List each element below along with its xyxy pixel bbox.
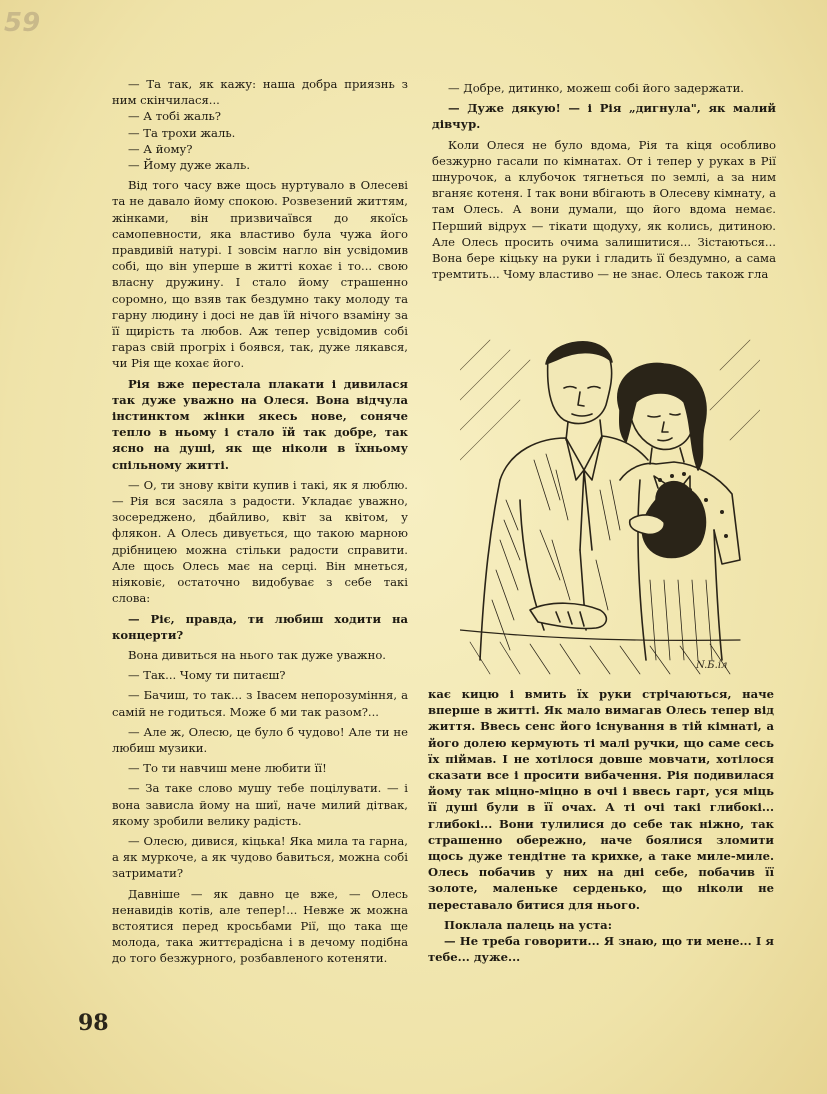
paragraph: — Добре, дитинко, можеш собі його задержати.: [448, 81, 744, 95]
paragraph: Вона дивиться на нього так дуже уважно.: [128, 647, 386, 662]
paragraph: Поклала палець на уста:: [444, 917, 612, 932]
paragraph: — Йому дуже жаль.: [128, 158, 251, 173]
paragraph: Від того часу вже щось нуртувало в Олесеві та не давало йому спокою. Розвезений життям, жінками, він призвичаївся до якоїсь самопевности, яка властиво була чужа його правдивій натурі. І зовсім нагло він усвідомив собі, що він уперше в житті кохає і то... свою власну дружину. І стало йому страшенно соромно, що взяв так бездумно таку молоду та гарну людину і досі не дав їй нічого взаміну за її щирість та любов. Аж тепер усвідомив собі гараз свій прогріх і боявся, так, дуже лякався, чи Рія ще кохає його.: [112, 178, 408, 371]
couple-with-kitten-illustration: [460, 330, 760, 675]
paragraph: — Та так, як кажу: наша добра приязнь з ним скінчилася...: [112, 77, 408, 108]
right-text-column-top: [432, 80, 776, 282]
page-number: 98: [78, 1010, 109, 1036]
paragraph: — О, ти знову квіти купив і такі, як я люблю. — Рія вся засяла з радости. Укладає уважно, зосереджено, дбайливо, квіт за квітом, у флякон. А Олесь дивується, що такою марною дрібницею можна стільки радости справити. Але щось Олесь має на серці. Він мнеться, ніяковіє, остаточно видобуває з себе такі слова:: [112, 477, 408, 606]
paragraph: — А тобі жаль?: [128, 109, 221, 124]
paragraph: — За таке слово мушу тебе поцілувати. — і вона зависла йому на шиї, наче милий дітвак, якому зробили велику радість.: [112, 781, 408, 828]
paragraph: — Не треба говорити... Я знаю, що ти мене... І я тебе... дуже...: [428, 934, 774, 965]
paragraph: Рія вже перестала плакати і дивилася так дуже уважно на Олеся. Вона відчула інстинктом жінки якесь нове, соняче тепло в ньому і стало їй так добре, так ясно на душі, як ще ніколи в їхньому спільному житті.: [112, 376, 408, 472]
paragraph: Коли Олеся не було вдома, Рія та кіця особливо безжурно гасали по кімнатах. От і тепер у руках в Рії шнурочок, а клубочок тягнеться по землі, а за ним вганяє котеня. І так вони вбігають в Олесеву кімнату, а там Олесь. А вони думали, що його вдома немає. Перший відрух — тікати щодуху, як колись, дитиною. Але Олесь просить очима залишитися... Зістаються... Вона бере кіцьку на руки і гладить її бездумно, а сама тремтить... Чому властиво — не знає. Олесь також гла: [432, 137, 776, 282]
right-text-column-bottom: [428, 686, 774, 965]
illustration-drawing: [460, 330, 760, 675]
paragraph: — Дуже дякую! — і Рія „дигнула", як малий дівчур.: [432, 101, 776, 132]
paragraph: — Бачиш, то так... з Івасем непорозуміння, а самій не годиться. Може б ми так разом?...: [112, 688, 408, 719]
artist-signature: N.Б.іл: [696, 660, 728, 671]
paragraph: Давніше — як давно це вже, — Олесь ненавидів котів, але тепер!... Невже ж можна встоятися перед кросьбами Рії, що така ще молода, така життєрадісна і в дечому подібна до того безжурного, розбавленого котеняти.: [112, 886, 408, 966]
left-text-column: [112, 76, 408, 967]
paragraph: — А йому?: [128, 141, 193, 156]
paragraph: — Ріє, правда, ти любиш ходити на концерти?: [112, 611, 408, 642]
paragraph: — То ти навчиш мене любити її!: [128, 761, 327, 776]
paragraph: — Олесю, дивися, кіцька! Яка мила та гарна, а як муркоче, а як чудово бавиться, можна собі затримати?: [112, 833, 408, 881]
paragraph: — Та трохи жаль.: [128, 125, 236, 140]
paragraph: кає кицю і вмить їх руки стрічаються, наче вперше в житті. Як мало вимагав Олесь тепер від життя. Ввесь сенс його існування в тій кімнаті, а його долею кермують ті малі ручки, що саме сесь їх піймав. І не хотілося довше мовчати, хотілося сказати все і просити вибачення. Рія подивилася йому так міцно-міцно в очі і ввесь гарт, уся міць її душі були в її очах. А ті очі такі глибокі... глибокі... Вони тулилися до себе так ніжно, так страшенно обережно, наче боялися зломити щось дуже тендітне та крихке, а таке миле-миле. Олесь побачив у них на дні себе, побачив її золоте, маленьке серденько, що ніколи не переставало битися для нього.: [428, 687, 774, 912]
corner-page-mark: 59: [4, 8, 41, 38]
paragraph: — Але ж, Олесю, це було б чудово! Але ти не любиш музики.: [112, 724, 408, 755]
paragraph: — Так... Чому ти питаєш?: [128, 668, 286, 683]
